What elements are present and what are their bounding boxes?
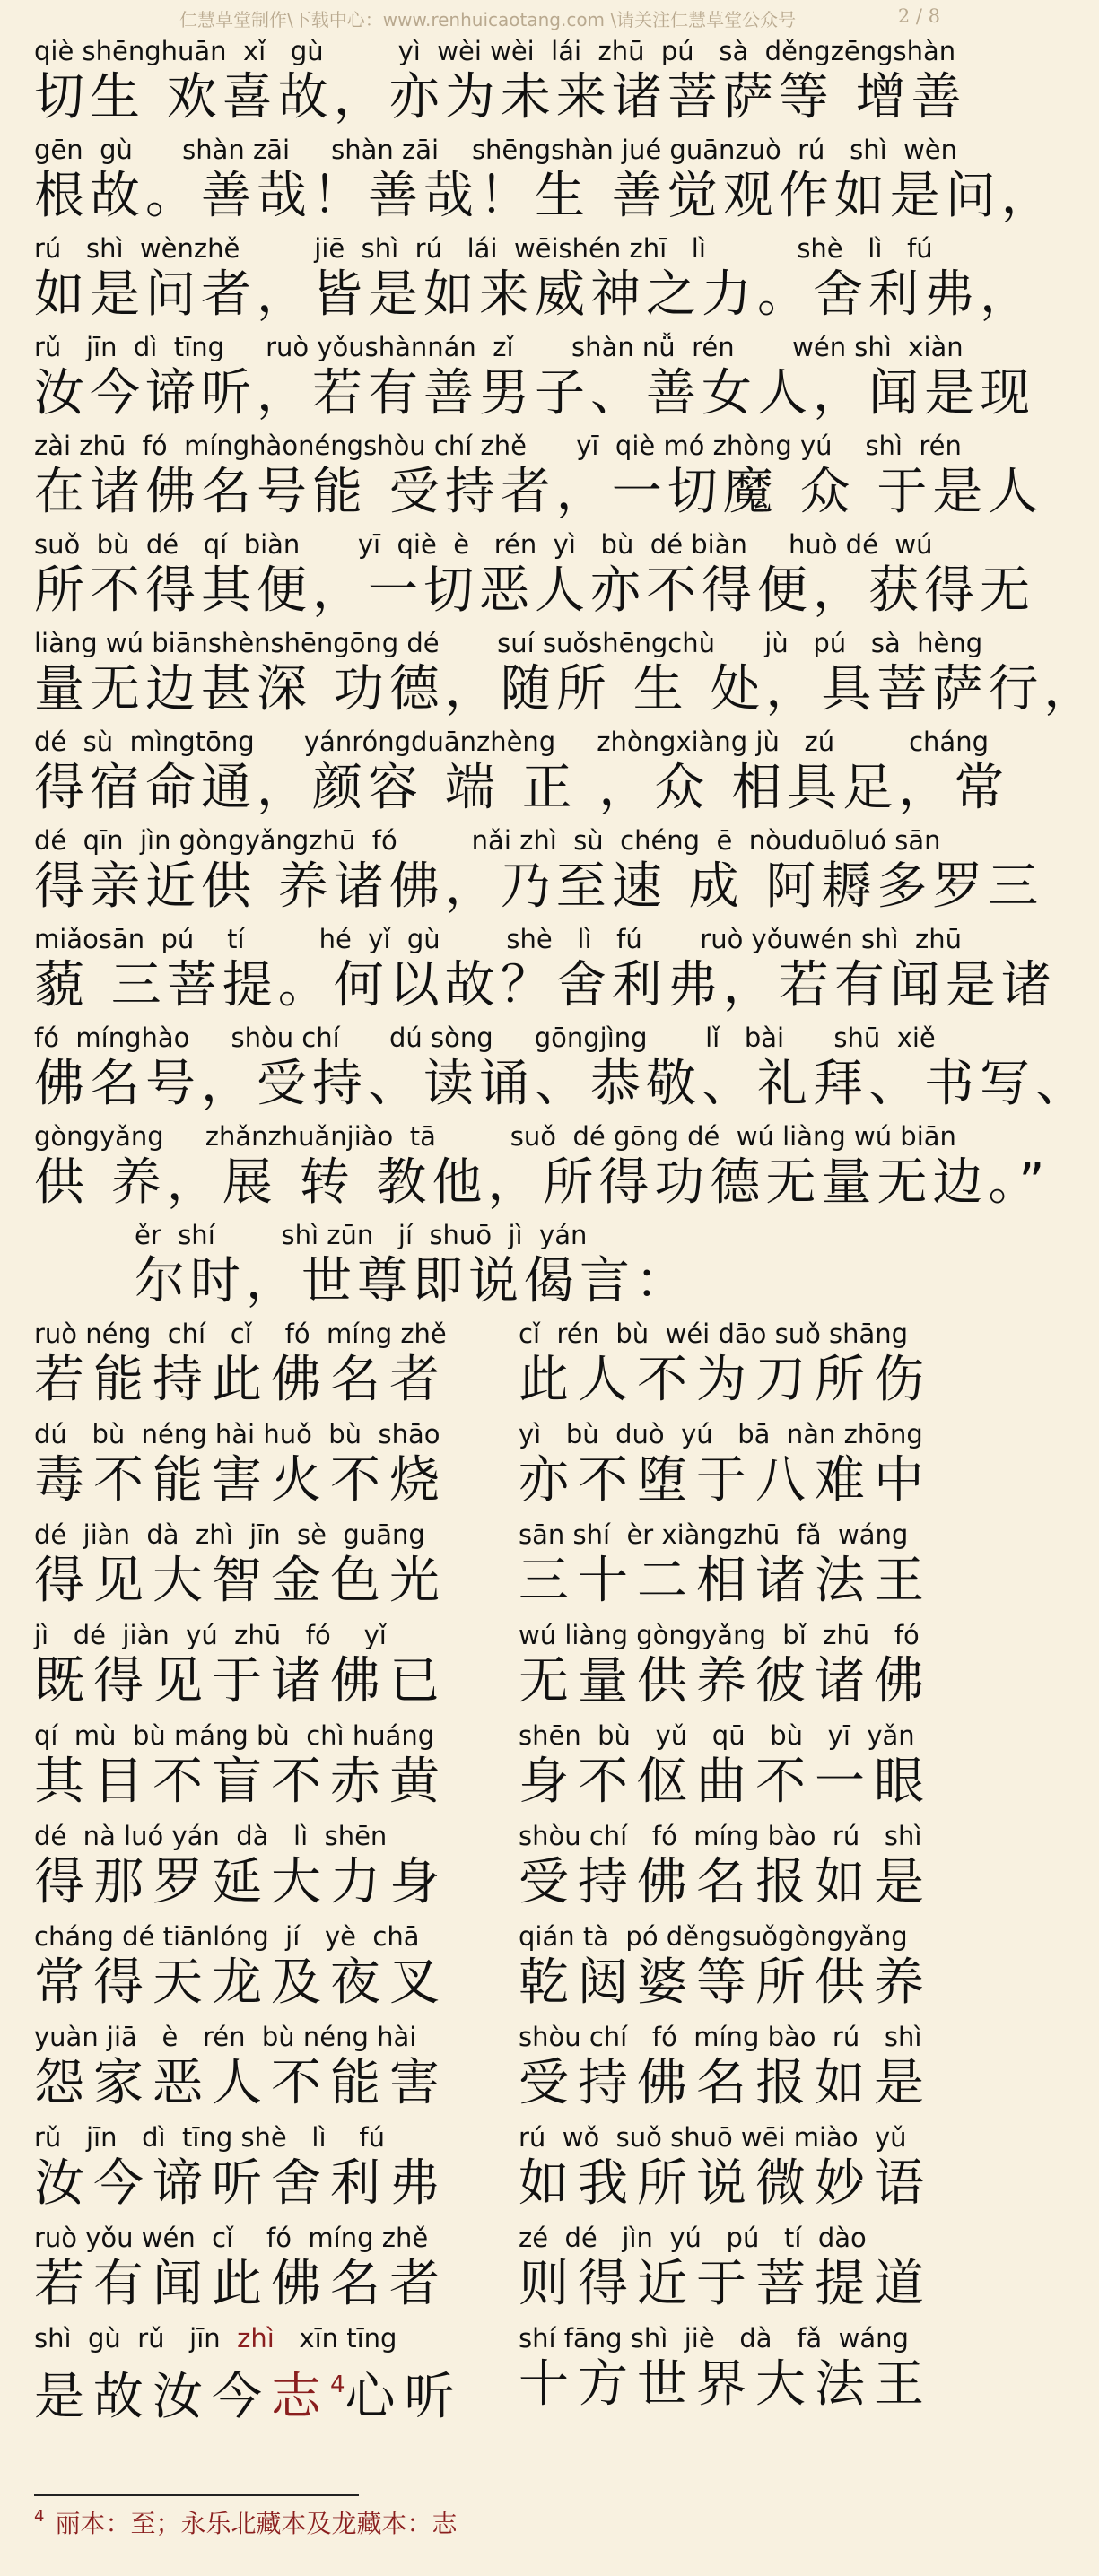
verse-line	[0, 1518, 969, 1618]
pinyin: suǒ bù dé qí biàn yī qiè è rén yì bù dé biàn huò dé wú	[34, 529, 933, 560]
header-watermark-text: 仁慧草堂制作\下载中心：www.renhuicaotang.com \请关注仁慧草堂公众号	[179, 9, 797, 30]
hanzi: 在诸佛名号能 受持者，一切魔 众 于是人	[34, 463, 1044, 521]
hanzi: 怨家恶人不能害	[34, 2054, 449, 2112]
pinyin: shòu chí fó míng bào rú shì	[519, 2022, 922, 2052]
pinyin: jì dé jiàn yú zhū fó yǐ	[34, 1620, 387, 1650]
page-number: 2 / 8	[897, 5, 940, 27]
pinyin: liàng wú biānshènshēngōng dé suí suǒshēngchù jù pú sà hèng	[34, 628, 983, 658]
hanzi: 乾闼婆等所供养	[519, 1954, 933, 2012]
pinyin: dé nà luó yán dà lì shēn	[34, 1821, 388, 1851]
verse-line	[0, 1919, 969, 2020]
hanzi: 三十二相诸法王	[519, 1552, 933, 1610]
prose-line	[0, 725, 1010, 823]
prose-line	[0, 133, 1057, 231]
pinyin: gòngyǎng zhǎnzhuǎnjiào tā suǒ dé gōng dé wú liàng wú biān	[34, 1121, 956, 1152]
pinyin: rǔ jīn dì tīng ruò yǒushànnán zǐ shàn nǚ rén wén shì xiàn	[34, 332, 964, 362]
hanzi: 得见大智金色光	[34, 1552, 449, 1610]
verse-line	[0, 1618, 969, 1719]
hanzi-part: 是故汝今	[34, 2368, 271, 2426]
hanzi: 受持佛名报如是	[519, 2054, 933, 2112]
pinyin: qián tà pó děngsuǒgòngyǎng	[519, 1921, 908, 1952]
prose-line	[0, 231, 1035, 330]
hanzi: 汝今谛听，若有善男子、善女人，闻是现	[34, 364, 1035, 422]
prose-line	[0, 34, 969, 133]
pinyin-part: shì gù rǔ jīn	[34, 2323, 238, 2354]
hanzi: 其目不盲不赤黄	[34, 1753, 449, 1811]
verse-line	[0, 2120, 969, 2221]
hanzi: 身不伛曲不一眼	[519, 1753, 933, 1811]
verse-line	[0, 2321, 969, 2426]
pinyin: yuàn jiā è rén bù néng hài	[34, 2022, 417, 2052]
footnote-number: 4	[34, 2507, 45, 2526]
hanzi: 如是问者，皆是如来威神之力。舍利弗，	[34, 265, 1035, 324]
pinyin-part: xīn tīng	[274, 2323, 397, 2354]
hanzi: 若有闻此佛名者	[34, 2255, 449, 2313]
pinyin: zài zhū fó mínghàonéngshòu chí zhě yī qiè mó zhòng yú shì rén	[34, 431, 962, 461]
hanzi: 藐 三菩提。何以故？舍利弗，若有闻是诸	[34, 956, 1057, 1014]
scripture-content	[0, 34, 1099, 2426]
pinyin: dé jiàn dà zhì jīn sè guāng	[34, 1519, 425, 1550]
hanzi: 十方世界大法王	[519, 2355, 933, 2414]
hanzi-part: 心听	[345, 2368, 464, 2426]
hanzi: 常得天龙及夜叉	[34, 1954, 449, 2012]
pinyin-annotated: zhì	[237, 2323, 275, 2354]
hanzi: 供 养，展 转 教他，所得功德无量无边。”	[34, 1153, 1051, 1212]
footnote-divider	[34, 2494, 359, 2496]
footnote	[34, 2504, 457, 2540]
verse-intro-line	[0, 1218, 969, 1317]
verse-line	[0, 2221, 969, 2321]
hanzi: 所不得其便，一切恶人亦不得便，获得无	[34, 561, 1035, 620]
pinyin: ruò yǒu wén cǐ fó míng zhě	[34, 2223, 429, 2253]
pinyin: dú bù néng hài huǒ bù shāo	[34, 1419, 440, 1449]
hanzi: 尔时，世尊即说偈言：	[135, 1252, 691, 1310]
pinyin	[34, 2323, 397, 2354]
prose-line	[0, 1119, 1051, 1218]
annotated-character: 志	[271, 2368, 330, 2426]
hanzi: 佛名号，受持、读诵、恭敬、礼拜、书写、	[34, 1055, 1091, 1113]
pinyin: ěr shí shì zūn jí shuō jì yán	[135, 1220, 588, 1250]
pinyin: ruò néng chí cǐ fó míng zhě	[34, 1318, 447, 1349]
prose-line	[0, 922, 1057, 1021]
hanzi: 受持佛名报如是	[519, 1853, 933, 1911]
hanzi: 无量供养彼诸佛	[519, 1652, 933, 1710]
hanzi: 得亲近供 养诸佛，乃至速 成 阿耨多罗三	[34, 857, 1044, 916]
hanzi: 毒不能害火不烧	[34, 1451, 449, 1510]
pinyin: sān shí èr xiàngzhū fǎ wáng	[519, 1519, 909, 1550]
hanzi: 此人不为刀所伤	[519, 1351, 933, 1409]
footnote-marker: 4	[330, 2371, 345, 2398]
hanzi: 切生 欢喜故，亦为未来诸菩萨等 增善	[34, 68, 967, 126]
pinyin: rú shì wènzhě jiē shì rú lái wēishén zhī lì shè lì fú	[34, 233, 933, 264]
pinyin: miǎosān pú tí hé yǐ gù shè lì fú ruò yǒuwén shì zhū	[34, 924, 962, 954]
pinyin: zé dé jìn yú pú tí dào	[519, 2223, 867, 2253]
prose-line	[0, 823, 1044, 922]
prose-line	[0, 626, 1099, 725]
hanzi: 亦不堕于八难中	[519, 1451, 933, 1510]
hanzi: 如我所说微妙语	[519, 2154, 933, 2213]
prose-line	[0, 527, 1035, 626]
hanzi: 得宿命通，颜容 端 正 ，众 相具足，常	[34, 759, 1010, 817]
verse-line	[0, 1819, 969, 1919]
verse-line	[0, 2020, 969, 2120]
hanzi: 既得见于诸佛已	[34, 1652, 449, 1710]
hanzi: 若能持此佛名者	[34, 1351, 449, 1409]
pinyin: dé sù mìngtōng yánróngduānzhèng zhòngxiàng jù zú cháng	[34, 727, 989, 757]
hanzi: 得那罗延大力身	[34, 1853, 449, 1911]
hanzi	[34, 2355, 464, 2427]
pinyin: yì bù duò yú bā nàn zhōng	[519, 1419, 923, 1449]
verse-line	[0, 1719, 969, 1819]
verse-line	[0, 1317, 969, 1417]
pinyin: rú wǒ suǒ shuō wēi miào yǔ	[519, 2122, 907, 2153]
pinyin: dé qīn jìn gòngyǎngzhū fó nǎi zhì sù chéng ē nòuduōluó sān	[34, 825, 941, 856]
hanzi: 汝今谛听舍利弗	[34, 2154, 449, 2213]
prose-line	[0, 330, 1035, 429]
pinyin: fó mínghào shòu chí dú sòng gōngjìng lǐ bài shū xiě	[34, 1023, 936, 1053]
pinyin: cǐ rén bù wéi dāo suǒ shāng	[519, 1318, 909, 1349]
pinyin: qí mù bù máng bù chì huáng	[34, 1720, 435, 1751]
pinyin: shēn bù yǔ qū bù yī yǎn	[519, 1720, 915, 1751]
hanzi: 量无边甚深 功德，随所 生 处，具菩萨行，	[34, 660, 1099, 718]
footnote-text: 丽本：至；永乐北藏本及龙藏本：志	[55, 2509, 458, 2538]
prose-line	[0, 429, 1044, 527]
pinyin: rǔ jīn dì tīng shè lì fú	[34, 2122, 386, 2153]
pinyin: gēn gù shàn zāi shàn zāi shēngshàn jué guānzuò rú shì wèn	[34, 135, 958, 165]
hanzi: 则得近于菩提道	[519, 2255, 933, 2313]
hanzi: 根故。善哉！善哉！生 善觉观作如是问，	[34, 167, 1057, 225]
pinyin: shòu chí fó míng bào rú shì	[519, 1821, 922, 1851]
pinyin: cháng dé tiānlóng jí yè chā	[34, 1921, 420, 1952]
pinyin: qiè shēnghuān xǐ gù yì wèi wèi lái zhū pú sà děngzēngshàn	[34, 36, 956, 66]
verse-line	[0, 1417, 969, 1518]
pinyin: wú liàng gòngyǎng bǐ zhū fó	[519, 1620, 920, 1650]
prose-line	[0, 1021, 1091, 1119]
pinyin: shí fāng shì jiè dà fǎ wáng	[519, 2323, 909, 2354]
